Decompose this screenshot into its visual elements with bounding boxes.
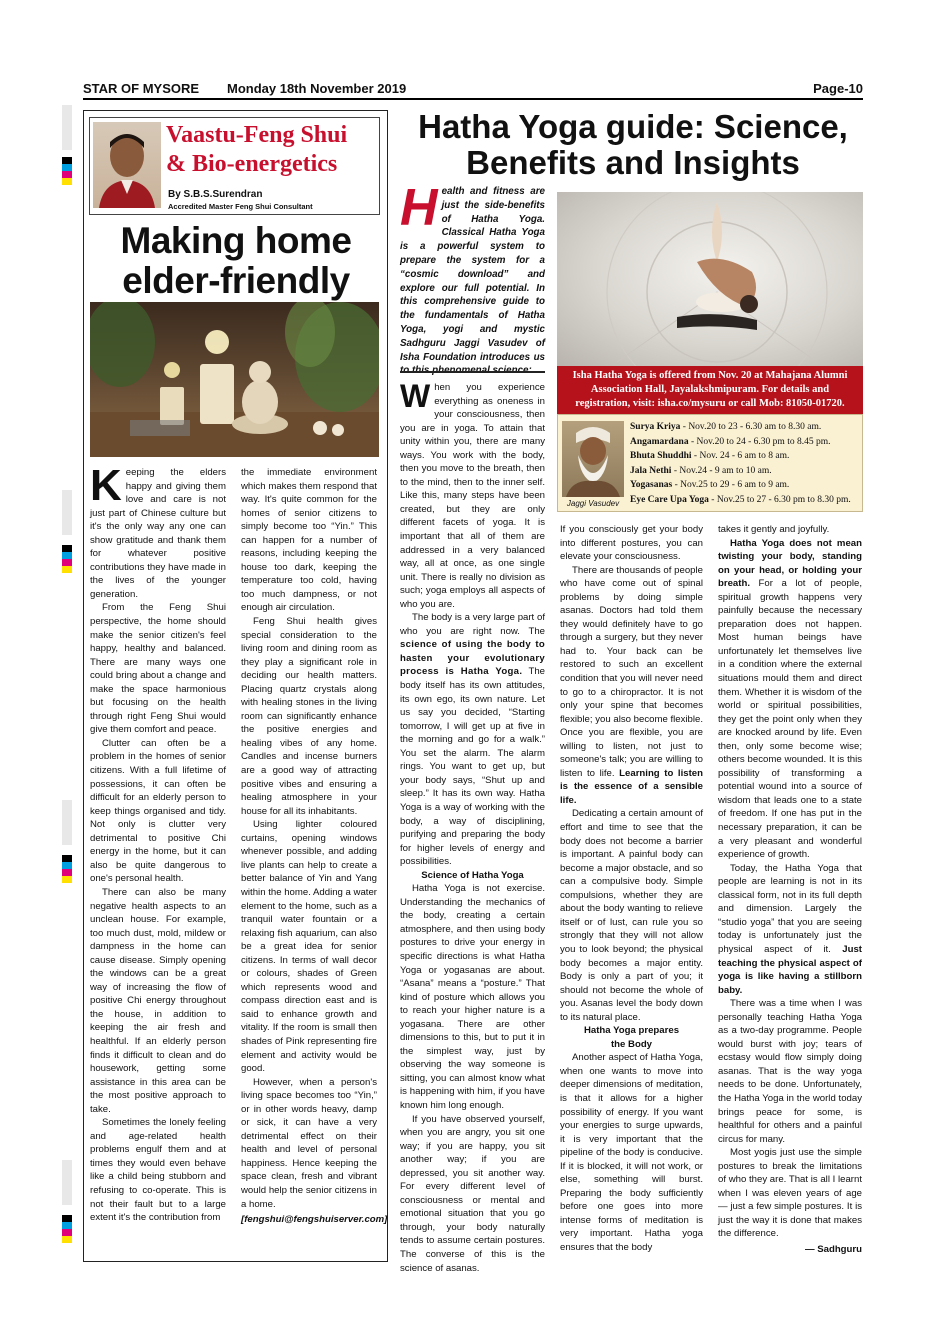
paragraph: hen you experience everything as oneness in your consciousness, then you are in yoga. To attain that unity within you, there are many ways. You work with the body, then you move to the breath, then to the mind, then to the inner self. Like this, many steps have been created, but they are only different facets of yoga. It is important that all of them are addressed in a very balanced way, all at once, as one single unit. There is really no division as such; yoga employs all aspects of who you are.	[400, 382, 545, 610]
column-title-line2: & Bio-energetics	[166, 151, 338, 177]
headline-elder-friendly-line2: elder-friendly	[122, 260, 350, 301]
paragraph: Using lighter coloured curtains, opening windows whenever possible, and adding live plants can help to create a better balance of Yin and Yang within the home. Adding a water element to the home, such as a tranquil water fountain or a relaxing fish aquarium, can also be a great idea for senior citizens. In terms of wall decor or colours, shades of Green which represents wood and compass direction east and is said to enhance growth and vitality. If the room is small then shades of Pink representing fire element and activity would be good.	[241, 819, 377, 1075]
author-email: [fengshui@fengshuiserver.com]	[241, 1214, 388, 1226]
schedule-item	[630, 449, 851, 464]
column-title-line1: Vaastu-Feng Shui	[166, 122, 348, 148]
dropcap-w: W	[400, 378, 431, 414]
schedule-item	[630, 493, 851, 508]
paragraph: The body itself has its own attitudes, its own ego, its own nature. Let us say you decided, “Starting tomorrow, I will get up at five in the morning and go for a walk.” You set the alarm. The alarm rings. You want to get up, but your body says, “Shut up and sleep.” It has its own way. Hatha Yoga is a way of working with the body, a way of disciplining, purifying and preparing the body for higher levels of energy and possibilities.	[400, 666, 545, 868]
paragraph: Most yogis just use the simple postures to break the limitations of who they are. That is all I learnt when I was eleven years of age — just a few simple postures. It is just the way it is done that makes the difference.	[718, 1147, 862, 1240]
headline-hatha-yoga-line2: Benefits and Insights	[466, 144, 800, 181]
registration-marks	[62, 105, 74, 1335]
emphasis: Hatha Yoga does not mean twisting your body, standing on your head, or holding your breath.	[718, 537, 862, 590]
dropcap-k: K	[90, 461, 122, 510]
paragraph: However, when a person's living space becomes too “Yin,” or in other words heavy, damp or sick, it can have a very detrimental effect on their health and level of personal happiness. Hence keeping the space clean, fresh and vibrant would help the senior citizens in a home.	[241, 1076, 377, 1210]
program-time: - Nov.25 to 29 - 6 am to 9 am.	[672, 480, 790, 491]
paragraph: Dedicating a certain amount of effort and time to see that the body does not become a barrier is important. A painful body can become a major obstacle, and so can a compulsive body. Simple compulsions, whether they are about the body wanting to relieve itself or of lust, can rule you so strongly that they will not allow you to look beyond; the physical body becomes a major entity. Body is only a part of you; it should not become the whole of you. Asanas level the body down to its natural place.	[560, 808, 703, 1023]
program-name: Angamardana	[630, 436, 689, 447]
credential: Accredited Master Feng Shui Consultant	[168, 202, 313, 211]
portrait-caption: Jaggi Vasudev	[566, 499, 620, 508]
signoff: — Sadhguru	[804, 1243, 862, 1255]
registration-banner-text: Isha Hatha Yoga is offered from Nov. 20 at Mahajana Alumni Association Hall, Jayalakshmipuram. For details and registration, visit: isha.co/mysuru or call Mob: 81050-01720.	[572, 370, 848, 409]
paragraph: For a lot of people, spiritual growth happens very painfully because the necessary preparation does not happen. Most human beings have unfortunately let themselves live in a condition where the external situations mould them and direct them. Whether it is wisdom of the world or spiritual possibilities, they get the point only when they are knocked around by life. Even then, only some become wise; others become wounded. It is this possibility of transforming a potential wound into a source of wisdom that leads one to a state of freedom. If one has put in the necessary preparation, it can be a very pleasant and wonderful experience of growth.	[718, 578, 862, 861]
column-banner	[89, 117, 380, 215]
emphasis: Just teaching the physical aspect of yoga is like having a stillborn baby.	[718, 943, 862, 996]
feng-shui-column-1	[90, 461, 226, 1225]
feng-shui-column-2	[241, 466, 388, 1227]
emphasis: science of using the body to hasten your evolutionary process is Hatha Yoga.	[400, 639, 545, 678]
hatha-column-2	[560, 523, 703, 1255]
sadhguru-portrait	[562, 421, 624, 497]
subheading: Hatha Yoga prepares	[583, 1025, 680, 1037]
page-number: Page-10	[813, 81, 863, 96]
paragraph: takes it gently and joyfully.	[718, 524, 830, 535]
hatha-column-3	[718, 523, 862, 1257]
schedule-item	[630, 435, 851, 450]
program-name: Surya Kriya	[630, 422, 681, 432]
emphasis: Learning to listen is the essence of a sensible life.	[560, 767, 703, 806]
registration-banner	[557, 366, 863, 414]
paragraph: From the Feng Shui perspective, the home should make the senior citizen's feel happy, healthy and balanced. There are many ways one could bring about a change and make the space harmonious but focusing on the health through right Feng Shui would give them comfort and peace.	[90, 602, 226, 736]
paragraph: Sometimes the lonely feeling and age-related health problems engulf them and at times they would even behave like a child being stubborn and refusing to co-operate. This is not their fault but to a large extent it's the contribution from	[90, 1117, 226, 1224]
schedule-box	[557, 414, 863, 512]
program-time: - Nov.20 to 24 - 6.30 pm to 8.45 pm.	[688, 436, 831, 447]
hatha-intro	[400, 179, 545, 378]
schedule-item	[630, 464, 851, 479]
paragraph: the immediate environment which makes them respond that way. It's quite common for the homes of senior citizens to simply become too “Yin.” This can happen for a number of reasons, including keeping the house too dark, keeping the temperature too cold, having too much dampness, or not enough air circulation.	[241, 467, 377, 614]
issue-date: Monday 18th November 2019	[227, 81, 407, 96]
paragraph: The body is a very large part of who you are right now. The	[400, 612, 545, 637]
program-name: Bhuta Shuddhi	[630, 451, 692, 462]
paragraph: There was a time when I was personally teaching Hatha Yoga as a two-day programme. People would burst with joy; tears of ecstasy would flow simply doing asanas. That is the way yoga needs to be done. Unfortunately, the Hatha Yoga in the world today brings peace for some, is healthful for others and a painful circus for many.	[718, 998, 862, 1145]
intro-divider	[400, 371, 545, 373]
author-photo	[93, 122, 161, 208]
headline-elder-friendly-line1: Making home	[120, 220, 352, 261]
yoga-pose-photo	[557, 192, 863, 366]
program-name: Yogasanas	[630, 480, 673, 491]
subheading: the Body	[610, 1038, 653, 1050]
program-time: - Nov.20 to 23 - 6.30 am to 8.30 am.	[680, 422, 822, 432]
schedule-item	[630, 420, 851, 435]
paragraph: Today, the Hatha Yoga that people are learning is not in its classical form, not in its full depth and dimension. Largely the “studio yoga” that you are seeing today is unfortunately just the physical aspect of it.	[718, 862, 862, 955]
page-header-rule	[83, 78, 863, 100]
schedule-item	[630, 478, 851, 493]
candles-buddha-photo	[90, 302, 379, 457]
paragraph: If you have observed yourself, when you are angry, you sit one way; if you are happy, you sit another way; if you are depressed, you sit another way. For every different level of consciousness or mental and emotional situation that you go through, your body naturally tends to assume certain postures. The converse of this is the science of asanas.	[400, 1113, 545, 1274]
paragraph: Hatha Yoga is not exercise. Understanding the mechanics of the body, creating a certain atmosphere, and then using body postures to drive your energy in specific directions is what Hatha Yoga or yogasanas are about. “Asana” means a “posture.” That kind of posture which allows you to reach your higher nature is a yogasana. There are other dimensions to this, but to put it in the simplest way, just by observing the way someone is sitting, you can almost know what is happening with him, if you have known him long enough.	[400, 883, 545, 1111]
program-time: - Nov.25 to 27 - 6.30 pm to 8.30 pm.	[708, 494, 851, 505]
dropcap-h: H	[400, 179, 438, 237]
headline-hatha-yoga-line1: Hatha Yoga guide: Science,	[418, 108, 848, 145]
paragraph: Feng Shui health gives special consideration to the living room and dining room as they play a significant role in deciding our health matters. Placing quartz crystals along with healing stones in the living room can significantly enhance the positive energies and healing vibes of any home. Candles and incense burners are a good way of attracting positive vibes and ensuring a healing atmosphere in your house for all its inhabitants.	[241, 616, 377, 817]
paragraph: There can also be many negative health aspects to an unclean house. For example, too much dust, mold, mildew or dampness in the home can cause disease. Simply opening the windows can be a great way of increasing the flow of positive Chi energy throughout the house, in addition to keeping the air fresh and healthful. If an elderly person finds it difficult to clean and do housework, getting some assistance in this area can be the most positive approach to take.	[90, 886, 226, 1115]
paragraph: eeping the elders happy and giving them love and care is not just part of Chinese culture but it's the only way any one can show gratitude and thank them for whatever positive contributions they have made in the lives of the younger generation.	[90, 467, 226, 600]
intro-text: ealth and fitness are just the side-benefits of Hatha Yoga. Classical Hatha Yoga is a powerful system to prepare the system for a “cosmic download” and explore our full potential. In this comprehensive guide to the fundamentals of Hatha Yoga, yogi and mystic Sadhguru Jaggi Vasudev of Isha Foundation introduces us to this phenomenal science:	[400, 186, 545, 377]
schedule-list	[630, 420, 851, 508]
paragraph: If you consciously get your body into different postures, you can elevate your consciousness.	[560, 524, 703, 563]
program-time: - Nov.24 - 9 am to 10 am.	[671, 465, 772, 476]
program-time: - Nov. 24 - 6 am to 8 am.	[691, 451, 790, 462]
byline: By S.B.S.Surendran	[168, 189, 263, 200]
publication-name: STAR OF MYSORE	[83, 81, 200, 96]
paragraph: Another aspect of Hatha Yoga, when one wants to move into deeper dimensions of meditation, is that it allows for a higher possibility of energy. If you want your energies to surge upwards, it is very important that the pipeline of the body is conducive. If it is blocked, it will not work, or else, something will burst. Preparing the body sufficiently before one goes into more intense forms of meditation is very important. Hatha yoga ensures that the body	[560, 1052, 703, 1253]
program-name: Jala Nethi	[630, 465, 672, 476]
hatha-column-1	[400, 378, 545, 1275]
program-name: Eye Care Upa Yoga	[630, 494, 709, 505]
paragraph: There are thousands of people who have come out of spinal problems by doing simple asanas. Doctors had told them they would definitely have to go through a surgery, but they never had to. Your back can be restored to such an excellent condition that you will never need to go to a chiropractor. It is not only your spine that becomes flexible; you also become flexible. Once you are flexible, you are willing to listen, not just to someone's talk; you are willing to listen to life.	[560, 564, 703, 779]
paragraph: Clutter can often be a problem in the homes of senior citizens. With a full lifetime of possessions, it can often be difficult for an elderly person to keep things organised and tidy. Not only is clutter very detrimental to positive Chi energy in the home, but it can also be quite dangerous to one's personal health.	[90, 737, 226, 885]
subheading: Science of Hatha Yoga	[421, 869, 524, 881]
